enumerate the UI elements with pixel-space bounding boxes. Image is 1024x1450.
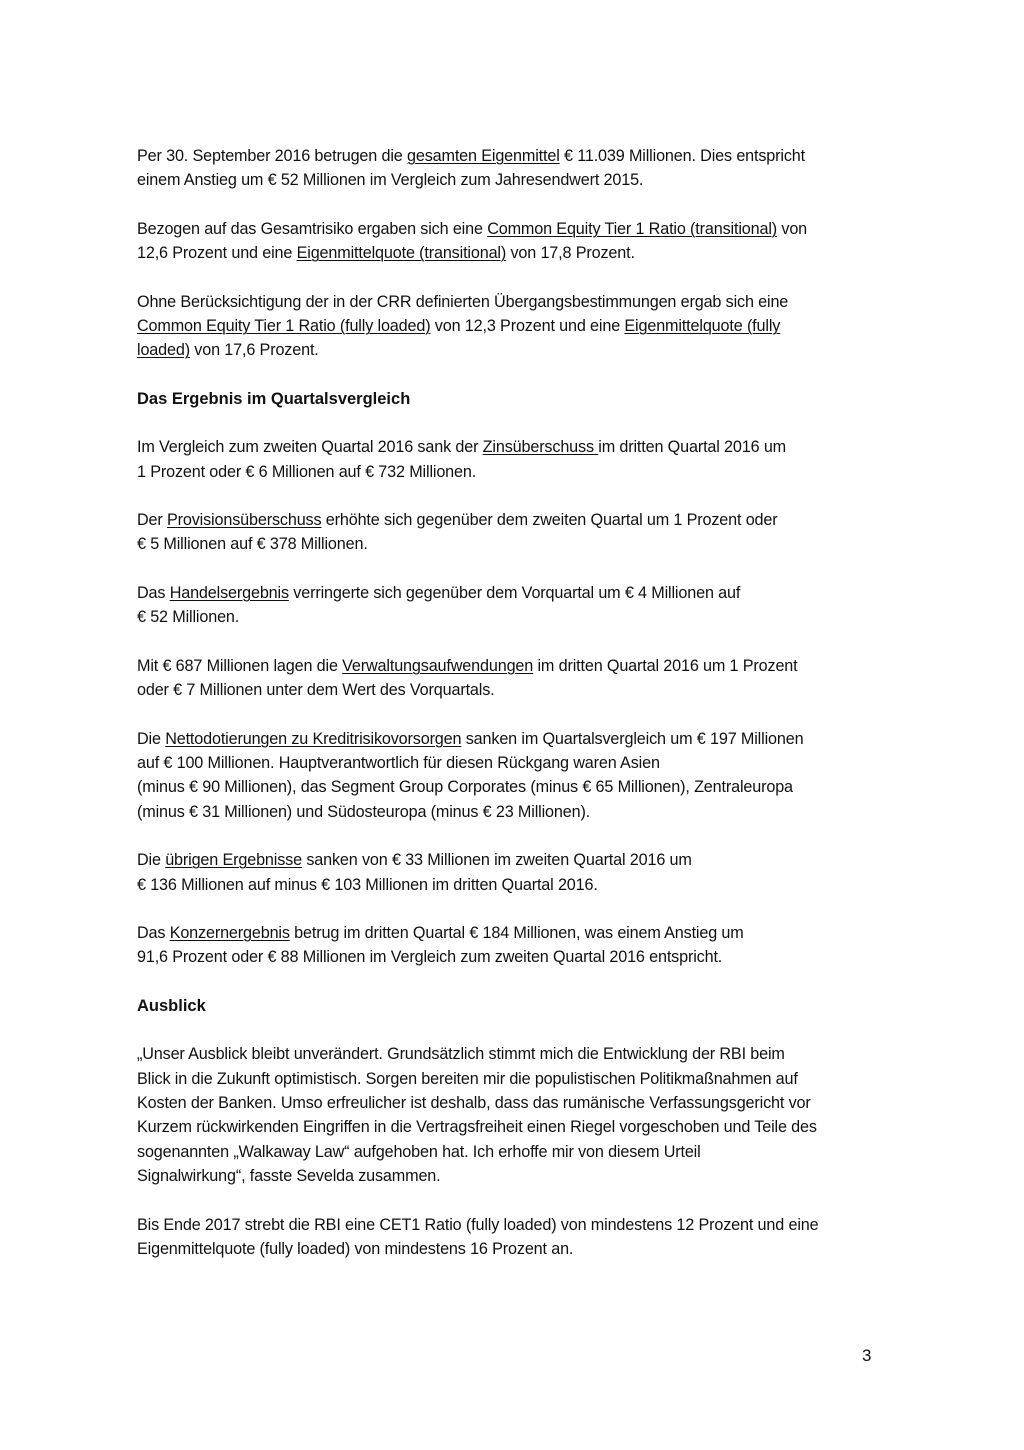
text-segment: 1 Prozent oder € 6 Millionen auf € 732 Millionen.	[137, 462, 477, 481]
text-segment: von 12,3 Prozent und eine	[430, 317, 625, 336]
term-link[interactable]: übrigen Ergebnisse	[165, 851, 302, 870]
page-number: 3	[862, 1346, 872, 1365]
section-heading: Ausblick	[137, 996, 206, 1015]
text-segment: Signalwirkung“, fasste Sevelda zusammen.	[137, 1167, 441, 1186]
text-segment: auf € 100 Millionen. Hauptverantwortlich für diesen Rückgang waren Asien	[137, 753, 660, 772]
term-link[interactable]: loaded)	[137, 341, 190, 360]
text-line	[137, 751, 917, 775]
text-line	[137, 581, 917, 605]
text-segment: sanken von € 33 Millionen im zweiten Quartal 2016 um	[301, 851, 692, 870]
text-line	[137, 508, 917, 532]
text-segment: „Unser Ausblick bleibt unverändert. Grundsätzlich stimmt mich die Entwicklung der RBI beim	[137, 1045, 785, 1064]
text-line	[137, 945, 917, 969]
text-line	[137, 921, 917, 945]
text-line	[137, 314, 917, 338]
text-line	[137, 654, 917, 678]
text-line	[137, 168, 917, 192]
term-link[interactable]: Eigenmittelquote (fully	[624, 317, 781, 336]
term-link[interactable]: Zinsüberschuss	[482, 438, 599, 457]
paragraph	[137, 290, 917, 363]
text-segment: Die	[137, 851, 166, 870]
text-segment: € 11.039 Millionen. Dies entspricht	[559, 147, 805, 165]
term-link[interactable]: Nettodotierungen zu Kreditrisikovorsorgen	[165, 729, 462, 748]
text-line	[137, 1067, 917, 1091]
text-line	[137, 241, 917, 265]
text-segment: Ohne Berücksichtigung der in der CRR definierten Übergangsbestimmungen ergab sich eine	[137, 292, 789, 311]
text-line	[137, 605, 917, 629]
text-segment: Die	[137, 729, 166, 748]
text-line	[137, 727, 917, 751]
text-line	[137, 848, 917, 872]
text-line	[137, 1042, 917, 1066]
text-line	[137, 1213, 917, 1237]
text-line	[137, 1140, 917, 1164]
section-heading: Das Ergebnis im Quartalsvergleich	[137, 389, 411, 408]
text-segment: (minus € 90 Millionen), das Segment Group Corporates (minus € 65 Millionen), Zentraleuropa	[137, 778, 793, 797]
text-line	[137, 532, 917, 556]
paragraph	[137, 848, 917, 897]
paragraph	[137, 508, 917, 557]
term-link[interactable]: gesamten Eigenmittel	[406, 147, 560, 165]
text-line	[137, 800, 917, 824]
text-segment: Mit € 687 Millionen lagen die	[137, 656, 343, 675]
text-segment: Kurzem rückwirkenden Eingriffen in die Vertragsfreiheit einen Riegel vorgeschoben und Teile des	[137, 1118, 817, 1137]
text-line	[137, 678, 917, 702]
text-line	[137, 290, 917, 314]
text-line	[137, 1115, 917, 1139]
text-line	[137, 873, 917, 897]
text-segment: von 17,6 Prozent.	[189, 341, 319, 360]
text-line	[137, 338, 917, 362]
document-page	[137, 144, 917, 1285]
text-segment: Der	[137, 511, 167, 530]
term-link[interactable]: Provisionsüberschuss	[166, 511, 322, 530]
term-link[interactable]: Eigenmittelquote (transitional)	[296, 244, 507, 263]
text-segment: € 52 Millionen.	[137, 608, 240, 627]
text-segment: Per 30. September 2016 betrugen die	[137, 147, 407, 165]
text-segment: 91,6 Prozent oder € 88 Millionen im Vergleich zum zweiten Quartal 2016 entspricht.	[137, 948, 723, 967]
term-link[interactable]: Handelsergebnis	[169, 583, 289, 602]
text-segment: erhöhte sich gegenüber dem zweiten Quartal um 1 Prozent oder	[321, 511, 778, 530]
text-segment: Bis Ende 2017 strebt die RBI eine CET1 Ratio (fully loaded) von mindestens 12 Prozent und eine	[137, 1215, 819, 1234]
text-segment: von	[777, 219, 808, 238]
paragraph	[137, 144, 917, 193]
text-segment: im dritten Quartal 2016 um	[598, 438, 787, 457]
text-segment: € 136 Millionen auf minus € 103 Millionen im dritten Quartal 2016.	[137, 875, 598, 894]
text-segment: von 17,8 Prozent.	[506, 244, 635, 263]
paragraph	[137, 1213, 917, 1262]
term-link[interactable]: Common Equity Tier 1 Ratio (fully loaded)	[137, 317, 431, 336]
text-segment: sanken im Quartalsvergleich um € 197 Millionen	[461, 729, 804, 748]
text-line	[137, 144, 917, 168]
text-segment: sogenannten „Walkaway Law“ aufgehoben hat. Ich erhoffe mir von diesem Urteil	[137, 1142, 701, 1161]
term-link[interactable]: Common Equity Tier 1 Ratio (transitional)	[487, 219, 778, 238]
paragraph	[137, 921, 917, 970]
text-segment: 12,6 Prozent und eine	[137, 244, 297, 263]
text-line	[137, 1164, 917, 1188]
text-segment: € 5 Millionen auf € 378 Millionen.	[137, 535, 368, 554]
text-segment: (minus € 31 Millionen) und Südosteuropa (minus € 23 Millionen).	[137, 802, 591, 821]
text-line	[137, 1091, 917, 1115]
text-line	[137, 217, 917, 241]
text-line	[137, 460, 917, 484]
text-segment: Im Vergleich zum zweiten Quartal 2016 sank der	[137, 438, 483, 457]
text-segment: verringerte sich gegenüber dem Vorquartal um € 4 Millionen auf	[288, 583, 741, 602]
text-line	[137, 1237, 917, 1261]
paragraph	[137, 581, 917, 630]
term-link[interactable]: Verwaltungsaufwendungen	[342, 656, 534, 675]
text-segment: Bezogen auf das Gesamtrisiko ergaben sich eine	[137, 219, 488, 238]
text-segment: Kosten der Banken. Umso erfreulicher ist deshalb, dass das rumänische Verfassungsgericht vor	[137, 1093, 811, 1112]
text-segment: Blick in die Zukunft optimistisch. Sorgen bereiten mir die populistischen Politikmaßnahmen auf	[137, 1069, 798, 1088]
text-segment: Das	[137, 923, 170, 942]
paragraph	[137, 1042, 917, 1188]
text-line	[137, 775, 917, 799]
paragraph	[137, 654, 917, 703]
text-segment: einem Anstieg um € 52 Millionen im Vergleich zum Jahresendwert 2015.	[137, 171, 644, 190]
text-segment: Das	[137, 583, 170, 602]
paragraph	[137, 727, 917, 825]
text-segment: betrug im dritten Quartal € 184 Millionen, was einem Anstieg um	[289, 923, 744, 942]
paragraph	[137, 217, 917, 266]
paragraph	[137, 435, 917, 484]
text-segment: Eigenmittelquote (fully loaded) von mindestens 16 Prozent an.	[137, 1240, 574, 1258]
text-segment: oder € 7 Millionen unter dem Wert des Vorquartals.	[137, 681, 495, 700]
term-link[interactable]: Konzernergebnis	[169, 923, 290, 942]
text-segment: im dritten Quartal 2016 um 1 Prozent	[533, 656, 798, 675]
text-line	[137, 435, 917, 459]
